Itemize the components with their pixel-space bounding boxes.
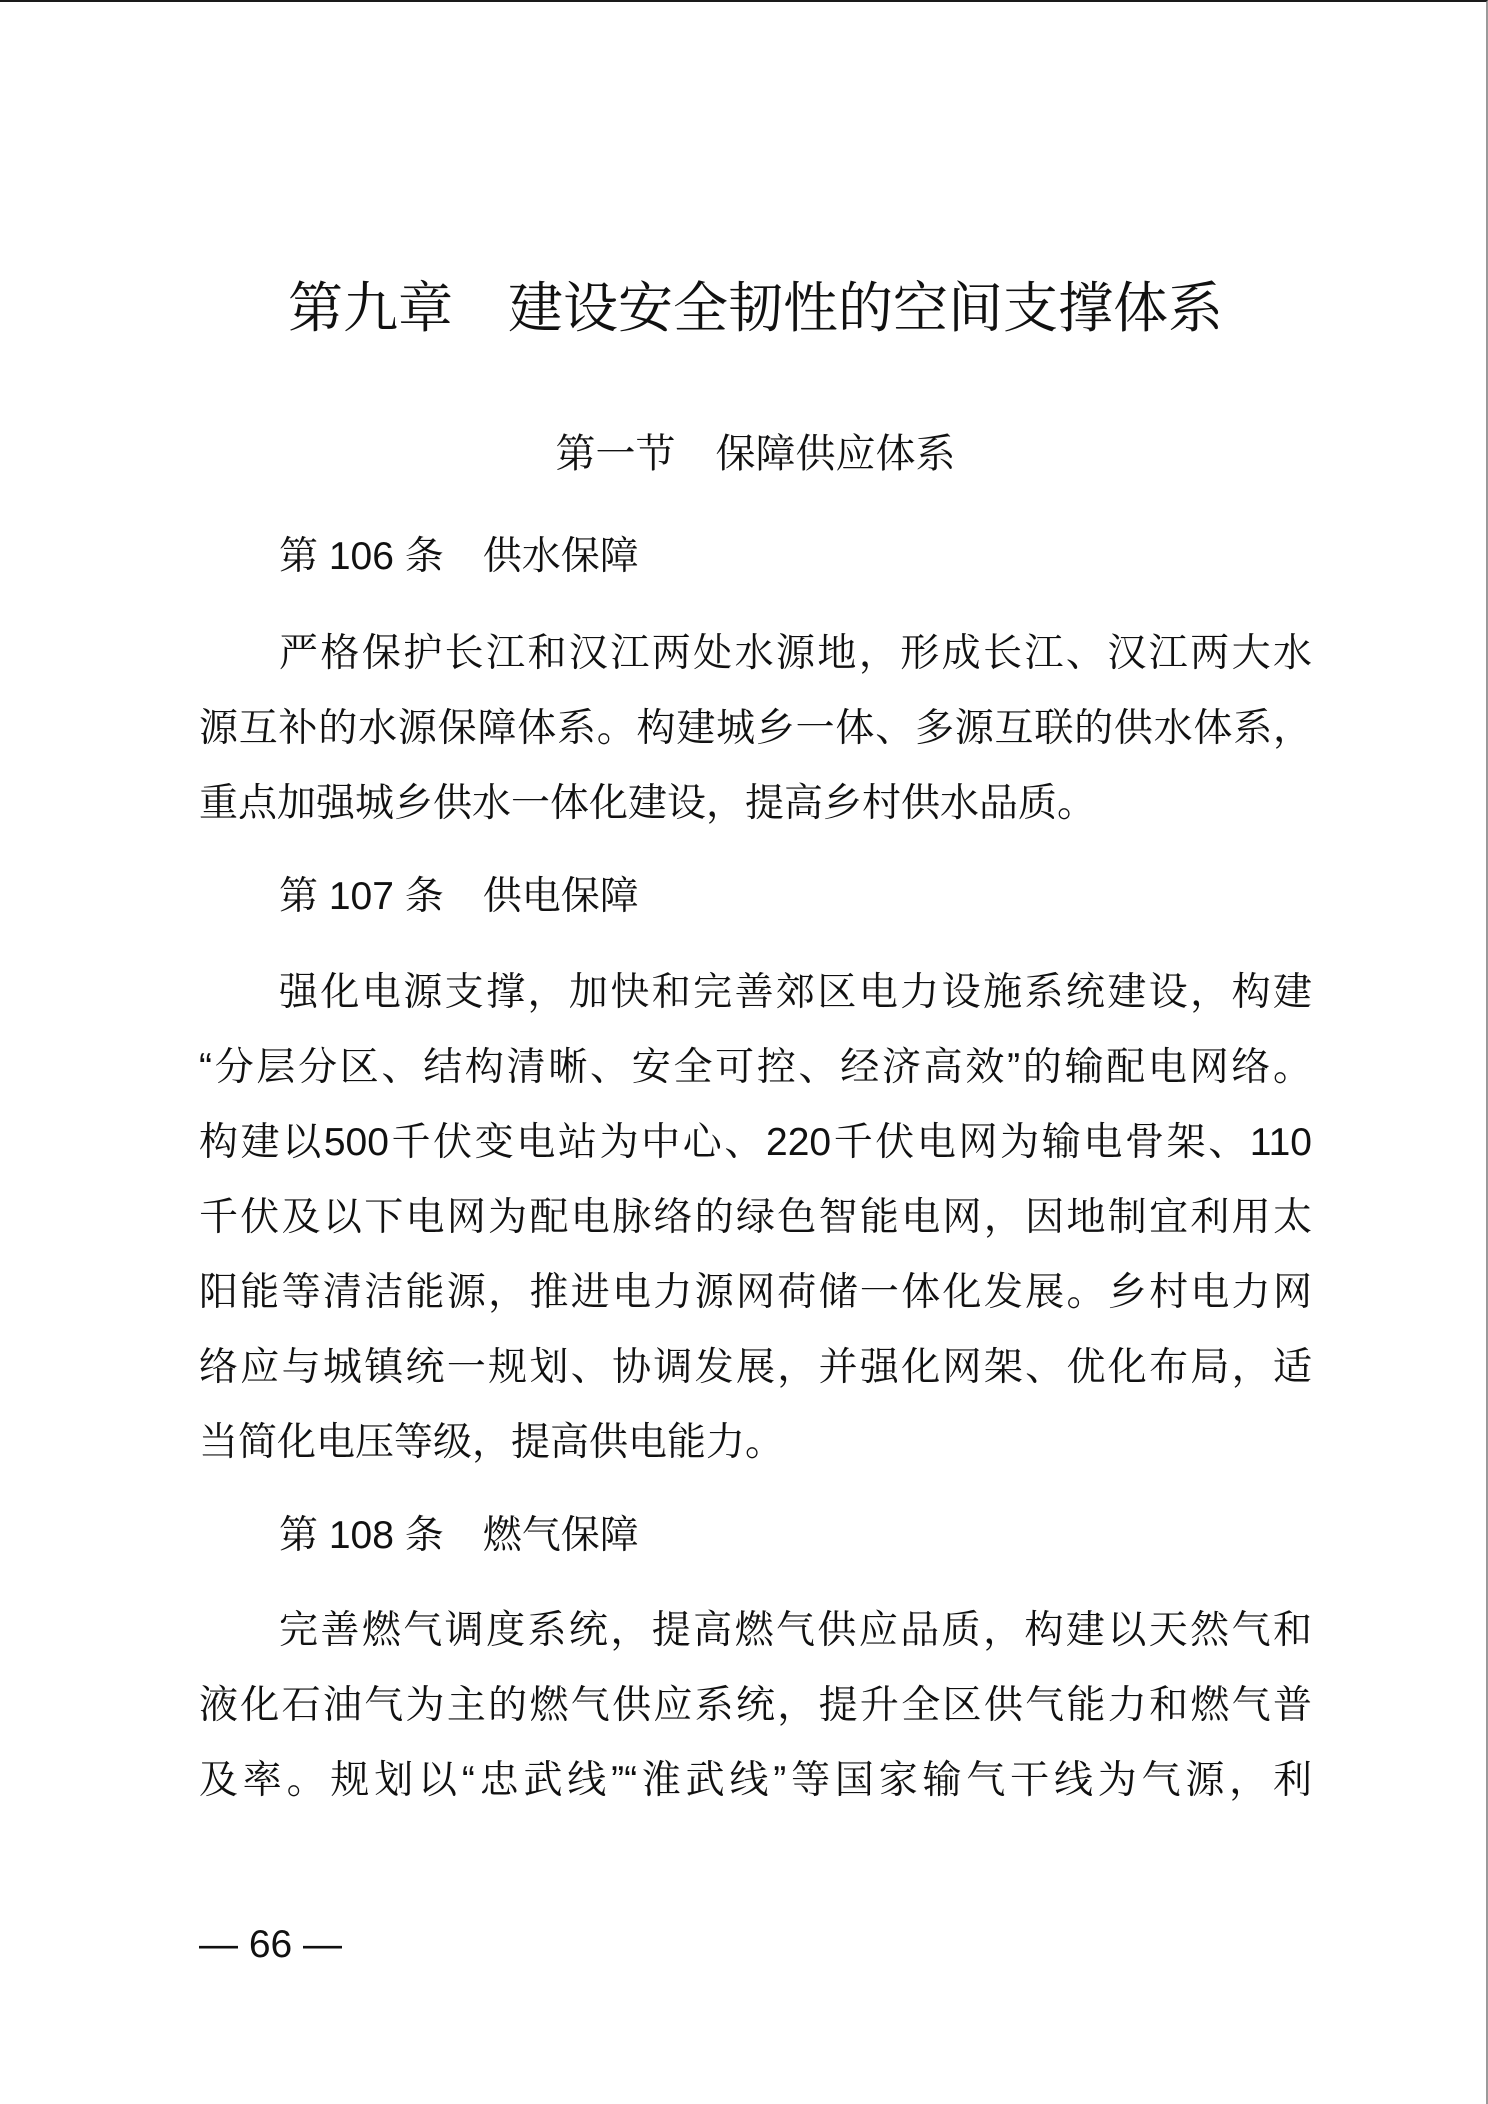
article-paragraph [199, 1593, 1312, 1818]
paragraph-line: 完善燃气调度系统，提高燃气供应品质，构建以天然气和 [279, 1609, 1312, 1652]
paragraph-line: 构建以500千伏变电站为中心、220千伏电网为输电骨架、110 [199, 1121, 1312, 1164]
article-paragraph [199, 955, 1312, 1480]
paragraph-line: 阳能等清洁能源，推进电力源网荷储一体化发展。乡村电力网 [199, 1271, 1312, 1314]
paragraph-line: 络应与城镇统一规划、协调发展，并强化网架、优化布局，适 [199, 1346, 1312, 1389]
article-paragraph [199, 616, 1312, 841]
paragraph-line: 严格保护长江和汉江两处水源地，形成长江、汉江两大水 [279, 632, 1312, 675]
paragraph-line: 当简化电压等级，提高供电能力。 [199, 1421, 785, 1464]
paragraph-line: 源互补的水源保障体系。构建城乡一体、多源互联的供水体系， [199, 707, 1312, 750]
paragraph-line: 千伏及以下电网为配电脉络的绿色智能电网，因地制宜利用太 [199, 1196, 1312, 1239]
page-number: — 66 — [199, 1923, 343, 1966]
section-title: 第一节 保障供应体系 [555, 432, 956, 476]
chapter-title: 第九章 建设安全韧性的空间支撑体系 [287, 277, 1223, 339]
paragraph-line: 重点加强城乡供水一体化建设，提高乡村供水品质。 [199, 782, 1097, 825]
article-heading: 第 106 条 供水保障 [279, 535, 639, 578]
article-heading: 第 108 条 燃气保障 [279, 1514, 639, 1557]
paragraph-line: 强化电源支撑，加快和完善郊区电力设施系统建设，构建 [279, 971, 1312, 1014]
paragraph-line: 液化石油气为主的燃气供应系统，提升全区供气能力和燃气普 [199, 1684, 1312, 1727]
paragraph-line: “分层分区、结构清晰、安全可控、经济高效”的输配电网络。 [199, 1046, 1312, 1089]
article-heading: 第 107 条 供电保障 [279, 875, 639, 918]
paragraph-line: 及率。规划以“忠武线”“淮武线”等国家输气干线为气源，利 [199, 1759, 1312, 1802]
